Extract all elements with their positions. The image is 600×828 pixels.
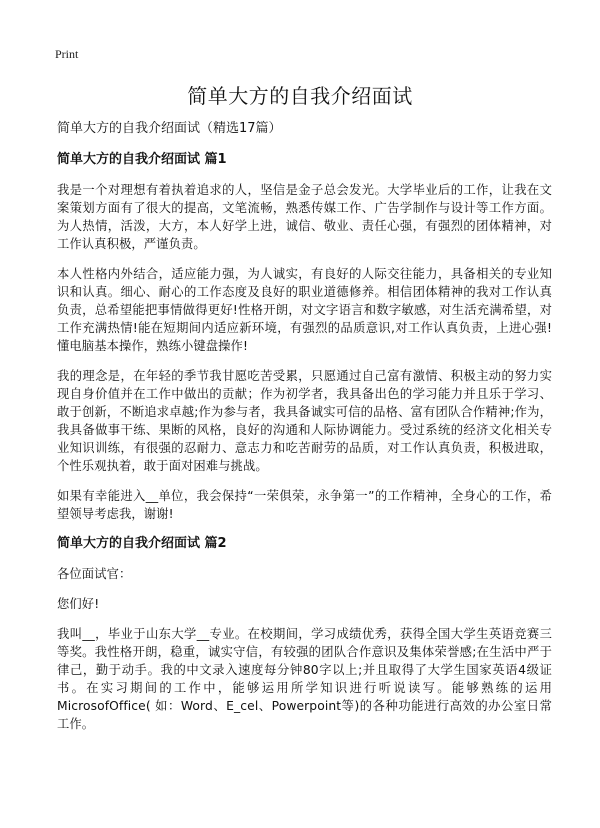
greeting-line: 您们好! <box>57 597 100 611</box>
document-body <box>57 120 552 745</box>
section-heading-1: 简单大方的自我介绍面试 篇1 <box>57 152 227 167</box>
document-title: 简单大方的自我介绍面试 <box>187 84 413 108</box>
document-subtitle: 简单大方的自我介绍面试（精选17篇） <box>57 121 282 136</box>
paragraph: 如果有幸能进入__单位，我会保持“一荣俱荣，永争第一”的工作精神，全身心的工作，希望领导考虑我，谢谢! <box>57 489 552 521</box>
print-label[interactable]: Print <box>55 47 79 61</box>
section-heading-2: 简单大方的自我介绍面试 篇2 <box>57 536 227 551</box>
paragraph: 本人性格内外结合，适应能力强，为人诚实，有良好的人际交往能力，具备相关的专业知识和认真。细心、耐心的工作态度及良好的职业道德修养。相信团体精神的我对工作认真负责，总希望能把事情做得更好!性格开朗，对文字语言和数字敏感，对生活充满希望，对工作充满热情!能在短期间内适应新环境，有强烈的品质意识,对工作认真负责，上进心强!懂电脑基本操作，熟练小键盘操作! <box>57 267 552 353</box>
paragraph: 我是一个对理想有着执着追求的人，坚信是金子总会发光。大学毕业后的工作，让我在文案策划方面有了很大的提高，文笔流畅，熟悉传媒工作、广告学制作与设计等工作方面。为人热情，活泼，大方，本人好学上进，诚信、敬业、责任心强，有强烈的团体精神，对工作认真积极，严谨负责。 <box>57 183 552 251</box>
paragraph: 我的理念是，在年轻的季节我甘愿吃苦受累，只愿通过自己富有激情、积极主动的努力实现自身价值并在工作中做出的贡献；作为初学者，我具备出色的学习能力并且乐于学习、敢于创新，不断追求卓越;作为参与者，我具备诚实可信的品格、富有团队合作精神;作为，我具备做事干练、果断的风格，良好的沟通和人际协调能力。受过系统的经济文化相关专业知识训练，有很强的忍耐力、意志力和吃苦耐劳的品质，对工作认真负责，积极进取，个性乐观执着，敢于面对困难与挑战。 <box>57 369 552 473</box>
paragraph: 我叫__，毕业于山东大学__专业。在校期间，学习成绩优秀，获得全国大学生英语竞赛三等奖。我性格开朗，稳重，诚实守信，有较强的团队合作意识及集体荣誉感;在生活中严于律己，勤于动手。我的中文录入速度每分钟80字以上;并且取得了大学生国家英语4级证书。在实习期间的工作中，能够运用所学知识进行听说读写。能够熟练的运用MicrosofOffice( 如：Word、E_cel、Powerpoint等)的各种功能进行高效的办公室日常工作。 <box>57 627 552 731</box>
greeting-line: 各位面试官： <box>57 567 132 581</box>
